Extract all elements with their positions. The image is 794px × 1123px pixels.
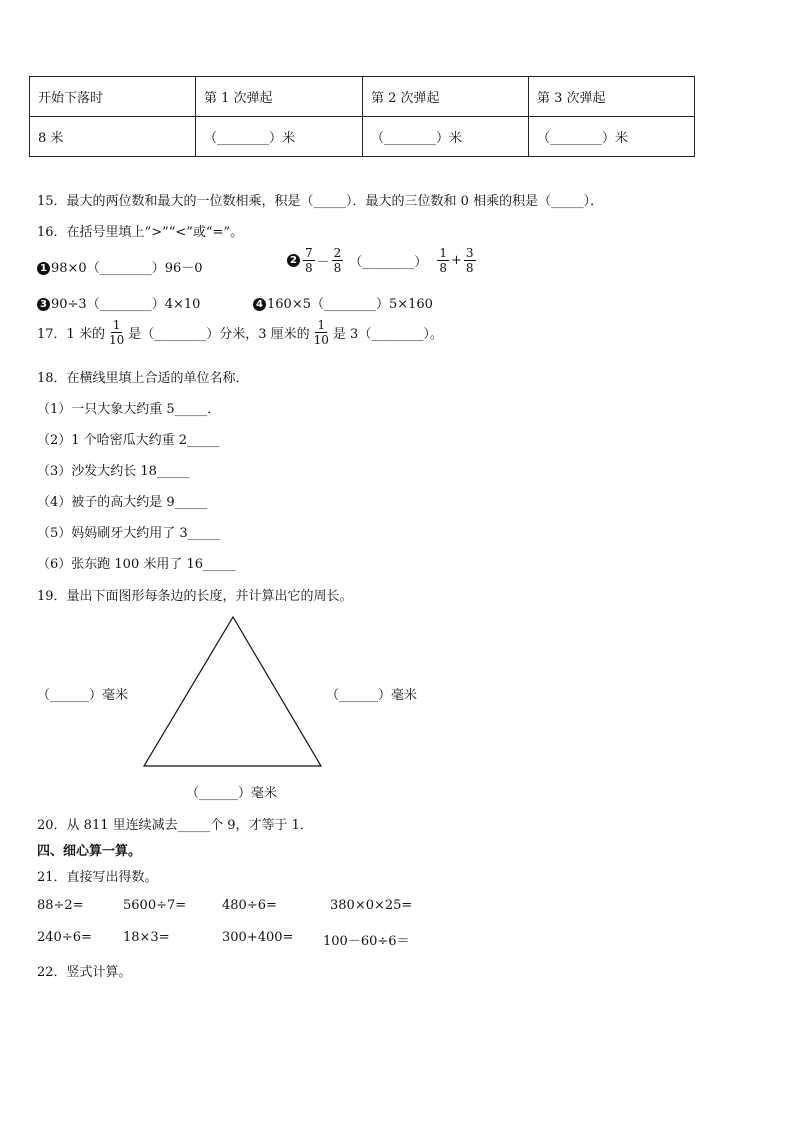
q16-item-4: 4 160×5（________）5×160 — [253, 293, 433, 312]
q18-item: （3）沙发大约长 18_____ — [37, 464, 190, 479]
fraction: $\frac{7}{8}$ — [305, 246, 313, 275]
table-cell: （________）米 — [363, 117, 529, 157]
question-19-title: 19．量出下面图形每条边的长度，并计算出它的周长。 — [37, 589, 353, 604]
minus-sign: － — [316, 255, 330, 270]
triangle-bottom-label: （______）毫米 — [186, 786, 278, 801]
q18-item: （4）被子的高大约是 9_____ — [37, 495, 208, 510]
question-20: 20．从 811 里连续减去_____个 9，才等于 1． — [37, 818, 313, 833]
calc-item: 18×3= — [123, 930, 170, 945]
triangle-figure — [140, 612, 326, 772]
question-17: 17．1 米的 $\frac{1}{10}$ 是（________）分米，3 厘米的 $\frac{1}{10}$ 是 3（________）。 — [37, 318, 443, 347]
q16-item-1 — [37, 257, 203, 276]
table-cell: （________）米 — [196, 117, 363, 157]
question-22: 22．竖式计算。 — [37, 965, 132, 980]
question-18-title: 18．在横线里填上合适的单位名称． — [37, 371, 249, 386]
plus-sign: + — [450, 253, 462, 268]
table-header-row — [30, 77, 695, 117]
fraction: $\frac{1}{10}$ — [108, 318, 125, 347]
section-heading: 四、细心算一算。 — [37, 844, 142, 859]
table-cell: （________）米 — [529, 117, 695, 157]
circled-number: 4 — [253, 298, 266, 311]
triangle — [144, 617, 321, 766]
question-15: 15．最大的两位数和最大的一位数相乘，积是（_____）．最大的三位数和 0 相乘的积是（_____）． — [37, 194, 604, 209]
circled-number: 2 — [287, 254, 300, 267]
bounce-table — [29, 76, 695, 157]
q18-item: （6）张东跑 100 米用了 16_____ — [37, 557, 236, 572]
calc-item: 5600÷7= — [123, 898, 187, 913]
table-cell: 第 2 次弹起 — [363, 77, 529, 117]
circled-number: 1 — [37, 262, 50, 275]
table-cell: 8 米 — [30, 117, 196, 157]
q18-item: （5）妈妈刷牙大约用了 3_____ — [37, 526, 221, 541]
table-row — [30, 117, 695, 157]
circled-number: 3 — [37, 298, 50, 311]
fraction: $\frac{3}{8}$ — [465, 246, 474, 275]
fraction: $\frac{1}{8}$ — [439, 246, 447, 275]
calc-item: 88÷2= — [37, 898, 84, 913]
fraction: $\frac{1}{10}$ — [313, 318, 329, 347]
calc-item: 380×0×25= — [330, 898, 413, 913]
answer-blank: （________） — [349, 255, 428, 270]
calc-item: 240÷6= — [37, 930, 92, 945]
q16-item-1-text: 98×0（________）96－0 — [51, 261, 203, 276]
fraction: $\frac{2}{8}$ — [333, 246, 342, 275]
q18-item: （1）一只大象大约重 5_____． — [37, 402, 221, 417]
calc-item: 480÷6= — [222, 898, 277, 913]
question-16-title: 16．在括号里填上“>”“<”或“=”。 — [37, 225, 244, 240]
question-21-title: 21．直接写出得数。 — [37, 870, 158, 885]
triangle-left-label: （______）毫米 — [37, 688, 129, 703]
table-cell: 开始下落时 — [30, 77, 196, 117]
calc-item: 100－60÷6＝ — [323, 934, 410, 949]
q18-item: （2）1 个哈密瓜大约重 2_____ — [37, 433, 220, 448]
calc-item: 300+400= — [222, 930, 294, 945]
q16-item-3: 3 90÷3（________）4×10 — [37, 293, 200, 312]
table-cell: 第 1 次弹起 — [196, 77, 363, 117]
triangle-right-label: （______）毫米 — [326, 688, 418, 703]
table-cell: 第 3 次弹起 — [529, 77, 695, 117]
q16-item-2 — [287, 247, 478, 274]
